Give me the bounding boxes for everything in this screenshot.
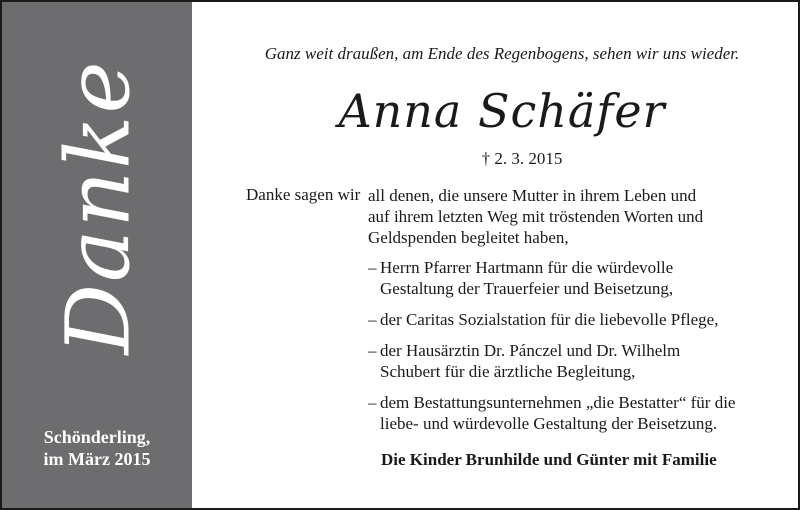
item-line: Gestaltung der Trauerfeier und Beisetzung,: [380, 279, 674, 298]
thanks-list: [368, 185, 778, 444]
item-dash: –: [368, 341, 377, 360]
item-dash: –: [368, 310, 377, 329]
item-line: auf ihrem letzten Weg mit tröstenden Worten und: [368, 207, 704, 226]
item-dash: –: [368, 393, 377, 412]
thanks-item: [368, 309, 778, 330]
thanks-lead: Danke sagen wir: [246, 185, 361, 204]
motto-text: Ganz weit draußen, am Ende des Regenbogens, sehen wir uns wieder.: [264, 44, 740, 63]
item-dash: –: [368, 258, 377, 277]
item-line: liebe- und würdevolle Gestaltung der Beisetzung.: [380, 414, 718, 433]
thanks-item: [368, 185, 778, 248]
item-line: Geldspenden begleitet haben,: [368, 228, 569, 247]
item-line: dem Bestattungsunternehmen „die Bestatter“ für die: [380, 393, 736, 412]
vertical-title: Danke: [46, 59, 150, 355]
sidebar-panel: [2, 2, 192, 508]
signature: Die Kinder Brunhilde und Günter mit Familie: [381, 450, 717, 469]
place-line: Schönderling,: [43, 427, 151, 447]
date-line: im März 2015: [43, 449, 151, 469]
thanks-item: [368, 392, 778, 434]
item-line: Schubert für die ärztliche Begleitung,: [380, 362, 636, 381]
item-line: all denen, die unsere Mutter in ihrem Leben und: [368, 186, 697, 205]
death-date: † 2. 3. 2015: [481, 149, 563, 168]
thanks-item: [368, 340, 778, 382]
item-line: der Hausärztin Dr. Pánczel und Dr. Wilhelm: [380, 341, 681, 360]
item-line: der Caritas Sozialstation für die liebevolle Pflege,: [380, 310, 719, 329]
place-date: [2, 426, 192, 470]
thanks-item: [368, 257, 778, 299]
item-line: Herrn Pfarrer Hartmann für die würdevolle: [380, 258, 674, 277]
deceased-name: Anna Schäfer: [338, 84, 666, 138]
